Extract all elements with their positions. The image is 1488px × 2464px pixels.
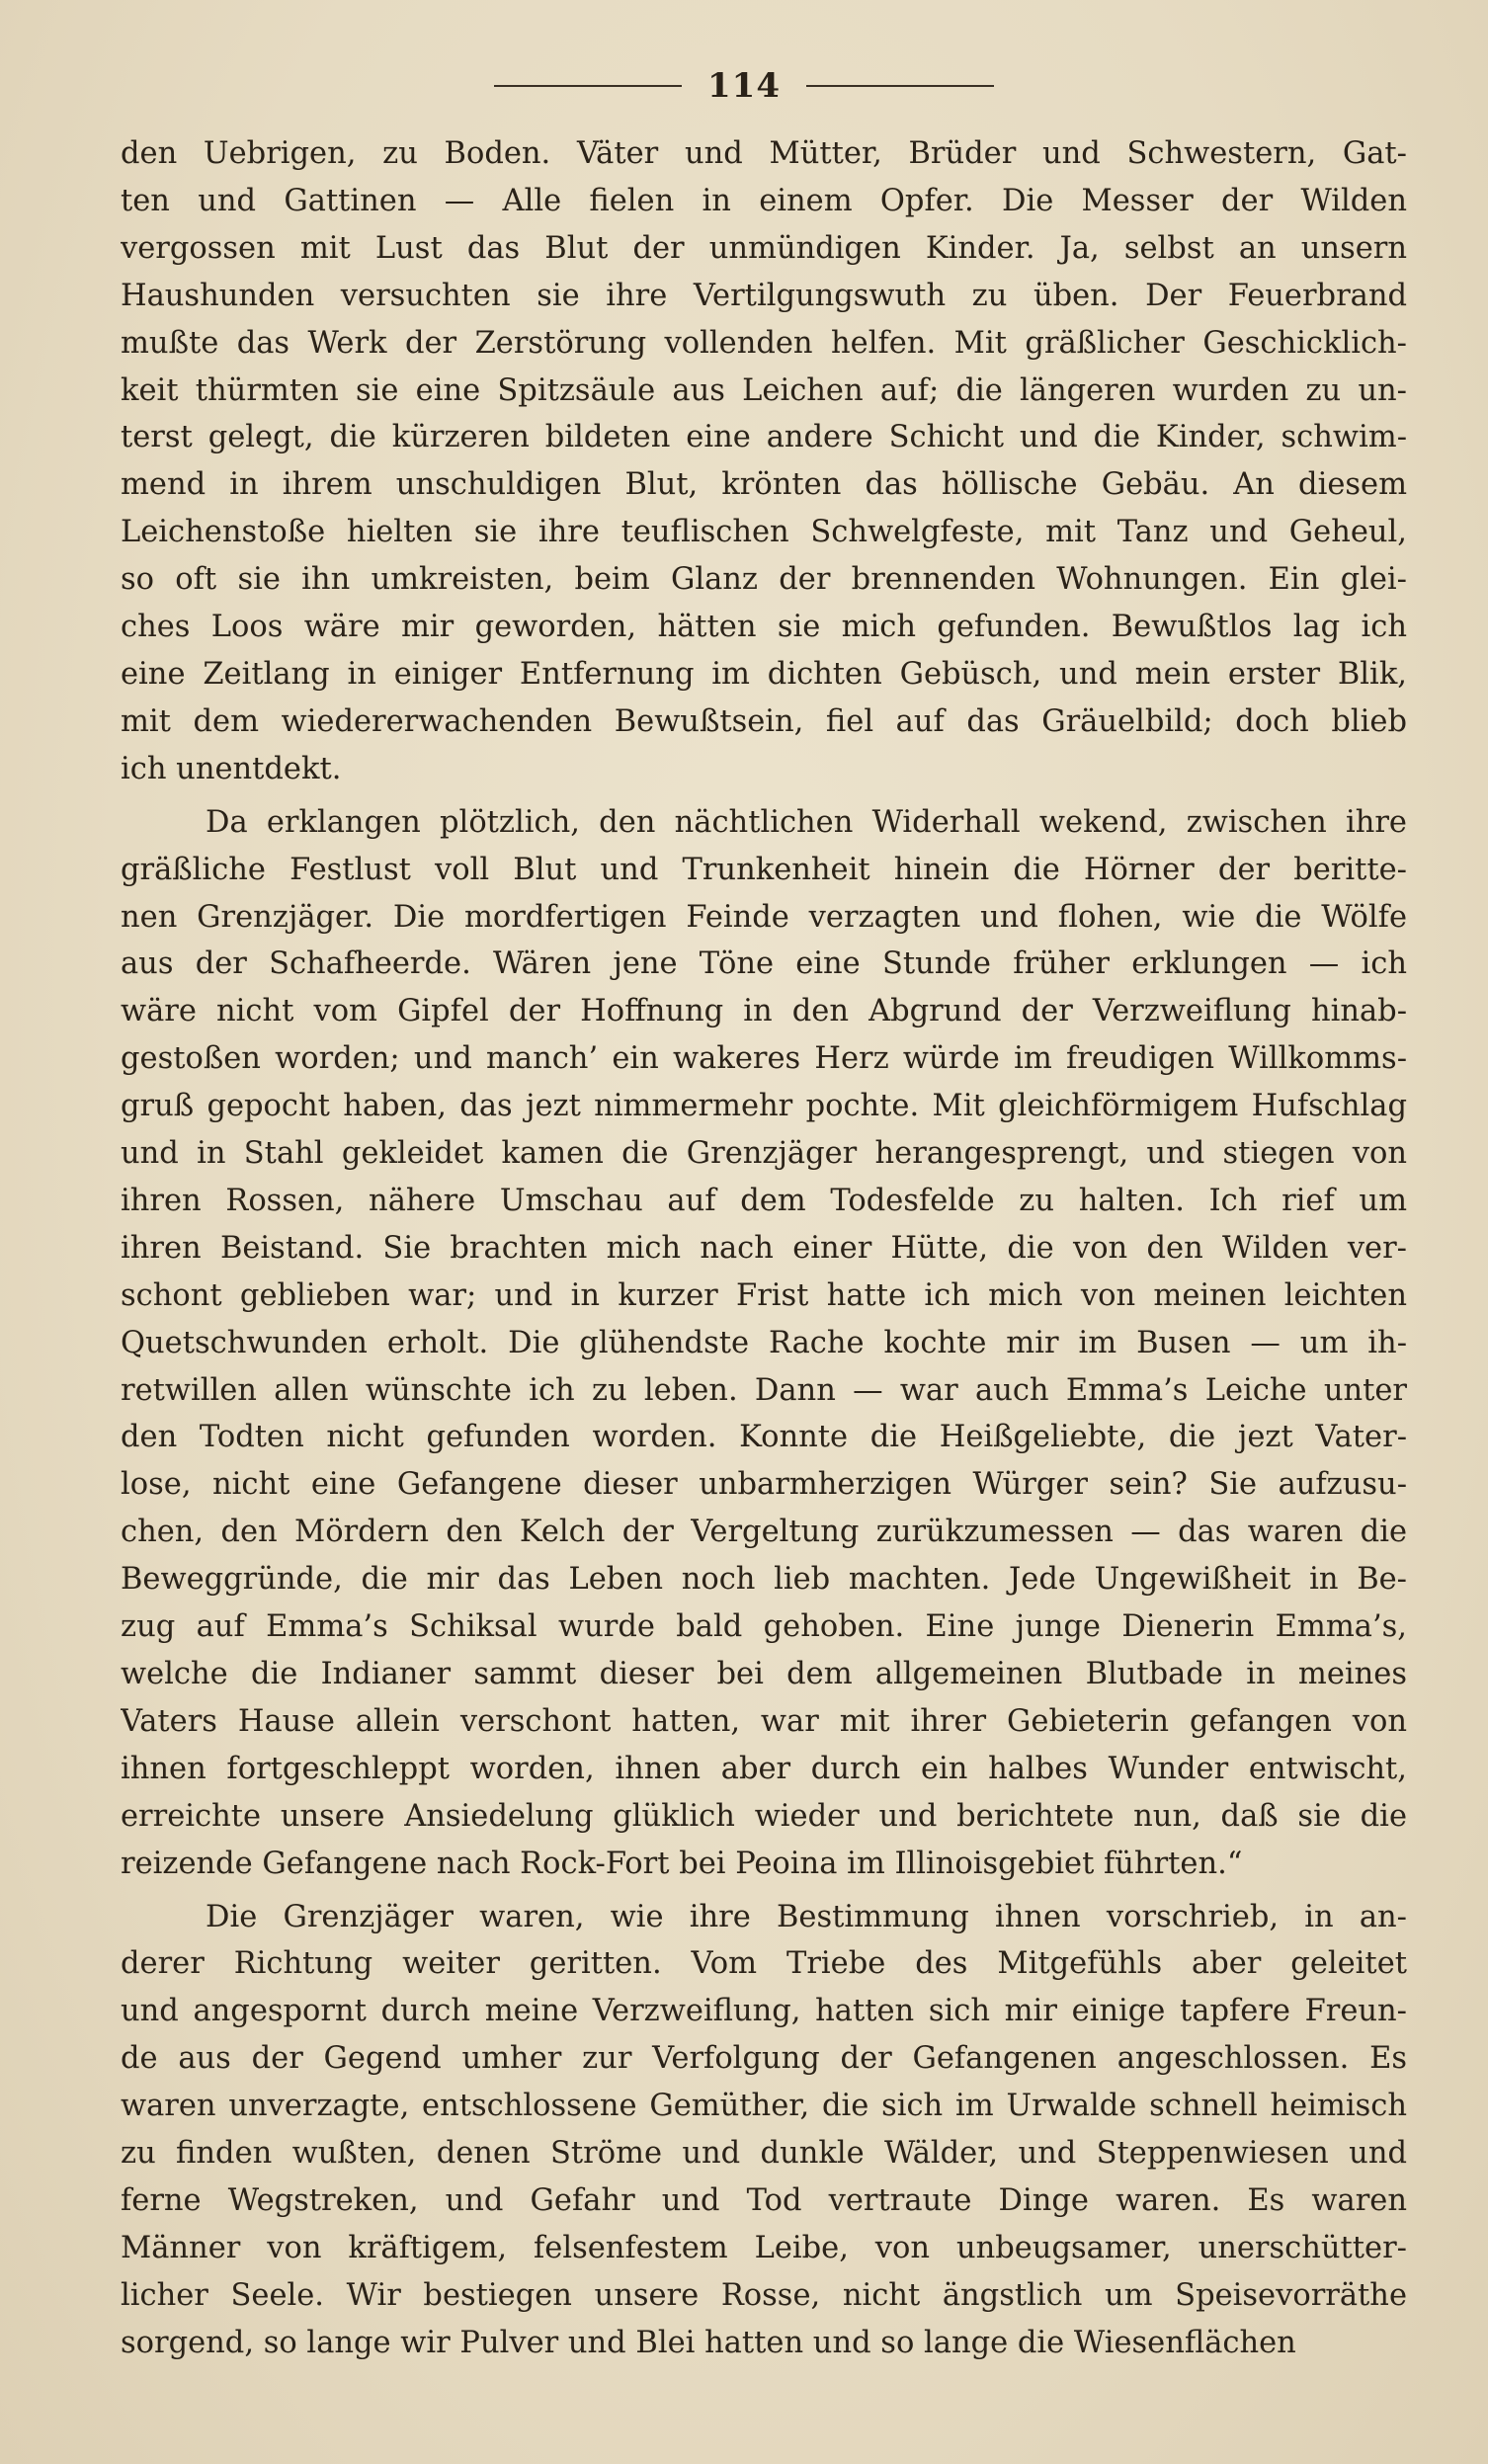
text-line: terst gelegt, die kürzeren bildeten eine andere Schicht und die Kinder, schwim- bbox=[121, 420, 1407, 455]
text-line: zug auf Emma’s Schiksal wurde bald gehoben. Eine junge Dienerin Emma’s, bbox=[121, 1609, 1407, 1645]
text-line: wäre nicht vom Gipfel der Hoffnung in den Abgrund der Verzweiflung hinab- bbox=[121, 994, 1407, 1029]
text-line: Quetschwunden erholt. Die glühendste Rache kochte mir im Busen — um ih- bbox=[121, 1325, 1407, 1360]
page-number: 114 bbox=[707, 66, 781, 106]
text-line: vergossen mit Lust das Blut der unmündigen Kinder. Ja, selbst an unsern bbox=[121, 230, 1407, 266]
text-line: Da erklangen plötzlich, den nächtlichen Widerhall wekend, zwischen ihre bbox=[206, 804, 1407, 840]
text-line: und angespornt durch meine Verzweiflung, hatten sich mir einige tapfere Freun- bbox=[121, 1994, 1407, 2029]
text-line: sorgend, so lange wir Pulver und Blei hatten und so lange die Wiesenflächen bbox=[121, 2325, 1296, 2360]
header-rule-right bbox=[806, 85, 994, 87]
page-header bbox=[0, 61, 1488, 111]
text-line: welche die Indianer sammt dieser bei dem allgemeinen Blutbade in meines bbox=[121, 1657, 1407, 1691]
text-line: ferne Wegstreken, und Gefahr und Tod vertraute Dinge waren. Es waren bbox=[121, 2182, 1407, 2218]
text-line: so oft sie ihn umkreisten, beim Glanz der brennenden Wohnungen. Ein glei- bbox=[121, 562, 1407, 598]
paragraph bbox=[121, 130, 1407, 793]
body-text bbox=[121, 130, 1407, 2367]
text-line: Beweggründe, die mir das Leben noch lieb machten. Jede Ungewißheit in Be- bbox=[121, 1562, 1407, 1598]
text-line: ihren Rossen, nähere Umschau auf dem Todesfelde zu halten. Ich rief um bbox=[121, 1183, 1407, 1218]
text-line: ihnen fortgeschleppt worden, ihnen aber durch ein halbes Wunder entwischt, bbox=[121, 1751, 1407, 1786]
text-line: mußte das Werk der Zerstörung vollenden helfen. Mit gräßlicher Geschicklich- bbox=[121, 325, 1407, 361]
text-line: Männer von kräftigem, felsenfestem Leibe, von unbeugsamer, unerschütter- bbox=[121, 2230, 1407, 2265]
text-line: de aus der Gegend umher zur Verfolgung der Gefangenen angeschlossen. Es bbox=[121, 2041, 1407, 2077]
text-line: reizende Gefangene nach Rock-Fort bei Peoina im Illinoisgebiet führten.“ bbox=[121, 1846, 1243, 1881]
text-line: ich unentdekt. bbox=[121, 751, 342, 786]
text-line: nen Grenzjäger. Die mordfertigen Feinde verzagten und flohen, wie die Wölfe bbox=[121, 899, 1407, 935]
text-line: ches Loos wäre mir geworden, hätten sie mich gefunden. Bewußtlos lag ich bbox=[121, 610, 1407, 645]
text-line: zu finden wußten, denen Ströme und dunkle Wälder, und Steppenwiesen und bbox=[121, 2136, 1407, 2172]
text-line: lose, nicht eine Gefangene dieser unbarmherzigen Würger sein? Sie aufzusu- bbox=[121, 1467, 1407, 1503]
text-line: Leichenstoße hielten sie ihre teuflischen Schwelgfeste, mit Tanz und Geheul, bbox=[121, 515, 1407, 550]
text-line: mit dem wiedererwachenden Bewußtsein, fiel auf das Gräuelbild; doch blieb bbox=[121, 703, 1407, 739]
text-line: derer Richtung weiter geritten. Vom Triebe des Mitgefühls aber geleitet bbox=[121, 1946, 1407, 1982]
text-line: mend in ihrem unschuldigen Blut, krönten das höllische Gebäu. An diesem bbox=[121, 467, 1407, 503]
paragraph bbox=[121, 1894, 1407, 2367]
text-line: erreichte unsere Ansiedelung glüklich wieder und berichtete nun, daß sie die bbox=[121, 1798, 1407, 1834]
text-line: schont geblieben war; und in kurzer Frist hatte ich mich von meinen leichten bbox=[121, 1277, 1407, 1313]
text-line: den Uebrigen, zu Boden. Väter und Mütter, Brüder und Schwestern, Gat- bbox=[121, 136, 1407, 171]
text-line: aus der Schafheerde. Wären jene Töne eine Stunde früher erklungen — ich bbox=[121, 946, 1407, 982]
text-line: Haushunden versuchten sie ihre Vertilgungswuth zu üben. Der Feuerbrand bbox=[121, 278, 1407, 313]
text-line: Die Grenzjäger waren, wie ihre Bestimmung ihnen vorschrieb, in an- bbox=[206, 1899, 1407, 1934]
text-line: und in Stahl gekleidet kamen die Grenzjäger herangesprengt, und stiegen von bbox=[121, 1136, 1407, 1172]
text-line: eine Zeitlang in einiger Entfernung im dichten Gebüsch, und mein erster Blik, bbox=[121, 656, 1407, 692]
text-line: ihren Beistand. Sie brachten mich nach einer Hütte, die von den Wilden ver- bbox=[121, 1230, 1407, 1266]
text-line: gestoßen worden; und manch’ ein wakeres Herz würde im freudigen Willkomms- bbox=[121, 1041, 1407, 1077]
text-line: gräßliche Festlust voll Blut und Trunkenheit hinein die Hörner der beritte- bbox=[121, 852, 1407, 887]
text-line: chen, den Mördern den Kelch der Vergeltung zurükzumessen — das waren die bbox=[121, 1515, 1407, 1550]
text-line: keit thürmten sie eine Spitzsäule aus Leichen auf; die längeren wurden zu un- bbox=[121, 372, 1407, 408]
text-line: waren unverzagte, entschlossene Gemüther, die sich im Urwalde schnell heimisch bbox=[121, 2089, 1407, 2124]
text-line: gruß gepocht haben, das jezt nimmermehr pochte. Mit gleichförmigem Hufschlag bbox=[121, 1089, 1407, 1124]
text-line: ten und Gattinen — Alle fielen in einem Opfer. Die Messer der Wilden bbox=[121, 183, 1407, 218]
text-line: licher Seele. Wir bestiegen unsere Rosse, nicht ängstlich um Speisevorräthe bbox=[121, 2277, 1407, 2313]
header-rule-left bbox=[494, 85, 682, 87]
text-line: retwillen allen wünschte ich zu leben. Dann — war auch Emma’s Leiche unter bbox=[121, 1372, 1407, 1408]
text-line: Vaters Hause allein verschont hatten, war mit ihrer Gebieterin gefangen von bbox=[121, 1703, 1407, 1739]
text-line: den Todten nicht gefunden worden. Konnte die Heißgeliebte, die jezt Vater- bbox=[121, 1420, 1407, 1455]
paragraph bbox=[121, 799, 1407, 1888]
